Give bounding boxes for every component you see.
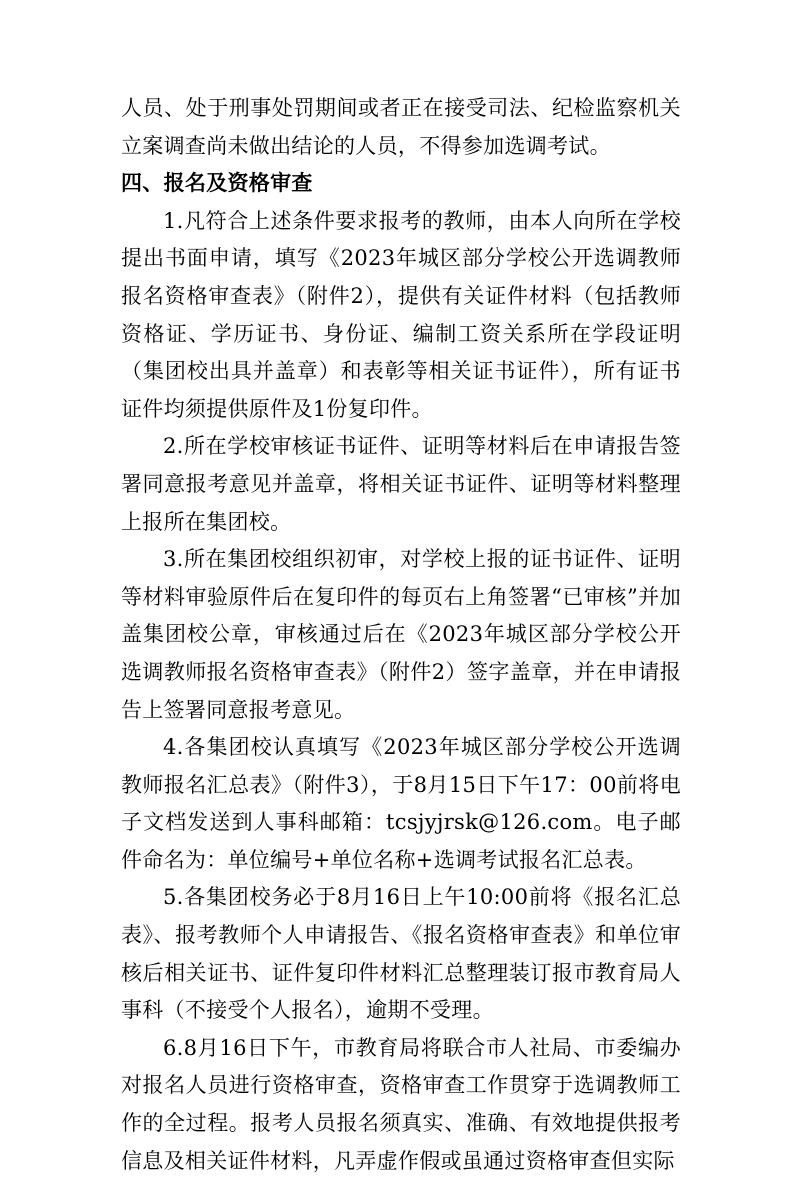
paragraph-item-2: 2.所在学校审核证书证件、证明等材料后在申请报告签署同意报考意见并盖章，将相关证书证件、证明等材料整理上报所在集团校。 [121,434,681,534]
paragraph-item-3: 3.所在集团校组织初审，对学校上报的证书证件、证明等材料审验原件后在复印件的每页右上角签署“已审核”并加盖集团校公章，审核通过后在《2023年城区部分学校公开选调教师报名资格审查表》（附件2）签字盖章，并在申请报告上签署同意报考意见。 [121,547,681,722]
paragraph-item-4: 4.各集团校认真填写《2023年城区部分学校公开选调教师报名汇总表》（附件3），于8月15日下午17：00前将电子文档发送到人事科邮箱：tcsjyjrsk@126.com。电子邮件命名为：单位编号+单位名称+选调考试报名汇总表。 [121,735,681,872]
document-body [121,90,681,1180]
section-heading: 四、报名及资格审查 [121,171,313,196]
paragraph-item-1: 1.凡符合上述条件要求报考的教师，由本人向所在学校提出书面申请，填写《2023年城区部分学校公开选调教师报名资格审查表》（附件2），提供有关证件材料（包括教师资格证、学历证书、身份证、编制工资关系所在学段证明（集团校出具并盖章）和表彰等相关证书证件），所有证书证件均须提供原件及1份复印件。 [121,208,681,421]
paragraph-item-5: 5.各集团校务必于8月16日上午10:00前将《报名汇总表》、报考教师个人申请报告、《报名资格审查表》和单位审核后相关证书、证件复印件材料汇总整理装订报市教育局人事科（不接受个人报名），逾期不受理。 [121,885,681,1023]
intro-paragraph: 人员、处于刑事处罚期间或者正在接受司法、纪检监察机关立案调查尚未做出结论的人员，不得参加选调考试。 [121,96,681,158]
paragraph-item-6: 6.8月16日下午，市教育局将联合市人社局、市委编办对报名人员进行资格审查，资格审查工作贯穿于选调教师工作的全过程。报考人员报名须真实、准确、有效地提供报考信息及相关证件材料，凡弄虚作假或虽通过资格审查但实际 [121,1035,681,1173]
